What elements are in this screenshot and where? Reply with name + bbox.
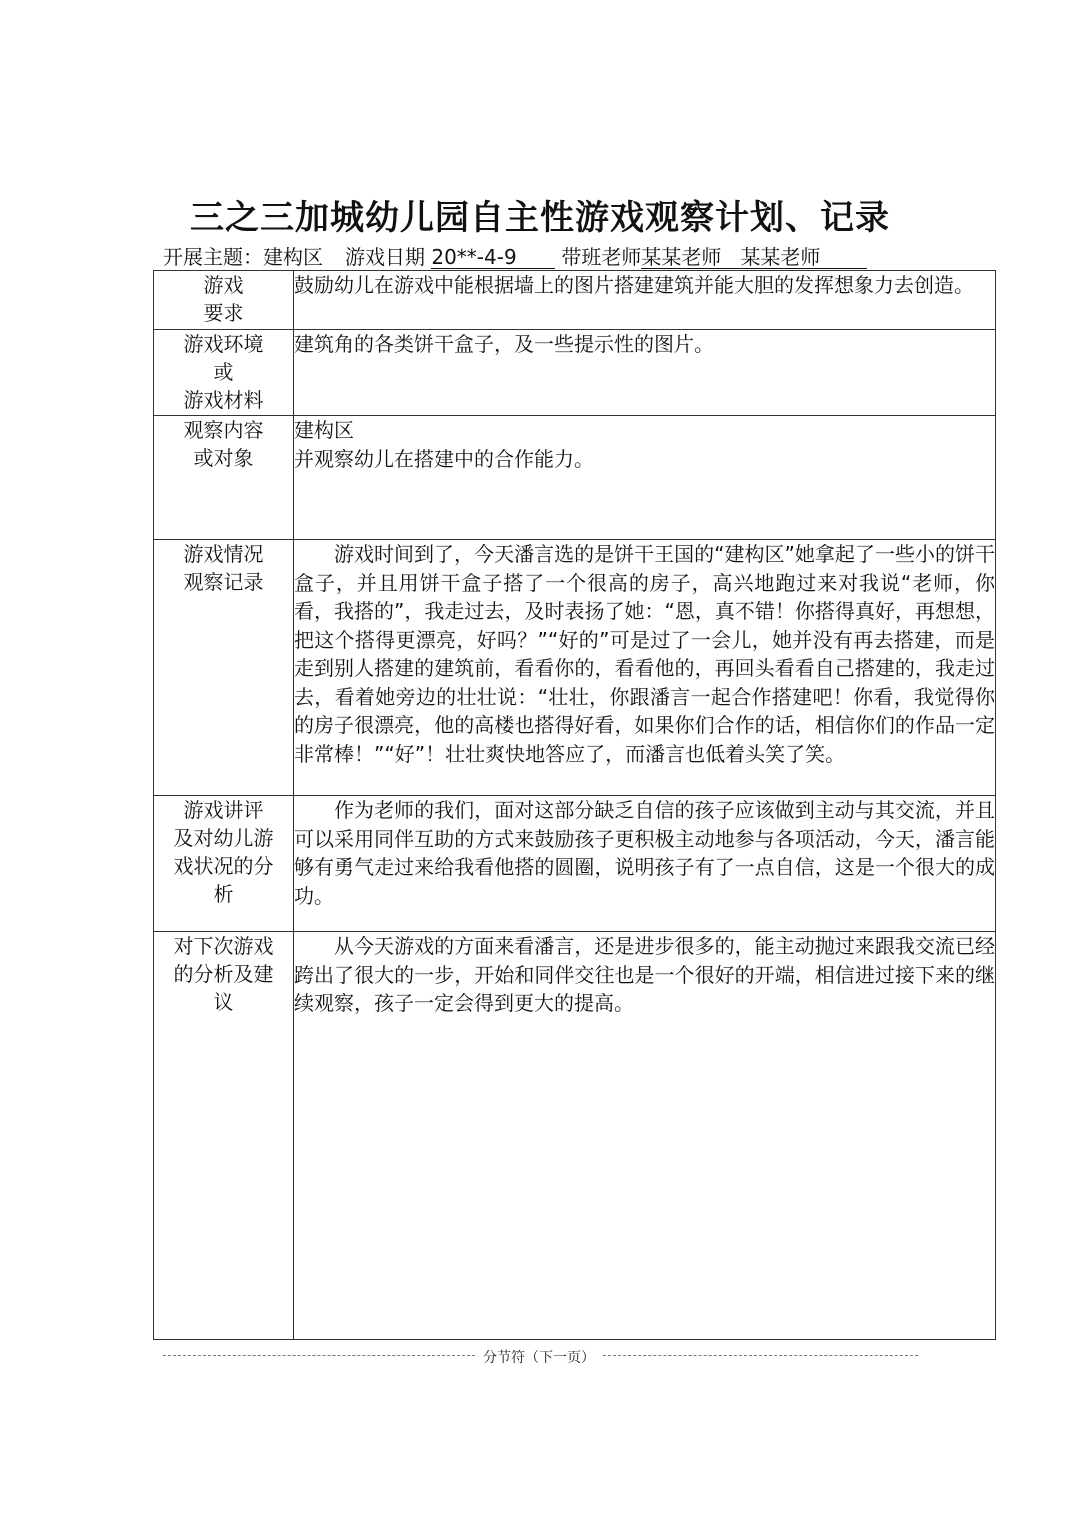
row-content: 建筑角的各类饼干盒子，及一些提示性的图片。 <box>294 330 996 416</box>
meta-line <box>163 244 923 270</box>
teacher-label: 带班老师 <box>561 245 642 269</box>
observation-table <box>153 270 996 1340</box>
row-label: 游戏环境 或 游戏材料 <box>154 330 294 416</box>
table-row <box>154 932 996 1340</box>
table-row <box>154 796 996 932</box>
row-content: 作为老师的我们，面对这部分缺乏自信的孩子应该做到主动与其交流，并且可以采用同伴互助的方式来鼓励孩子更积极主动地参与各项活动，今天，潘言能够有勇气走过来给我看他搭的圆圈，说明孩子有了一点自信，这是一个很大的成功。 <box>294 796 996 932</box>
row-content: 鼓励幼儿在游戏中能根据墙上的图片搭建建筑并能大胆的发挥想象力去创造。 <box>294 271 996 330</box>
table-row <box>154 416 996 540</box>
row-label: 观察内容 或对象 <box>154 416 294 540</box>
section-break-line-left <box>163 1355 475 1356</box>
table-row <box>154 271 996 330</box>
row-label: 对下次游戏 的分析及建 议 <box>154 932 294 1340</box>
observe-content: 并观察幼儿在搭建中的合作能力。 <box>294 446 594 471</box>
row-content: 游戏时间到了，今天潘言选的是饼干王国的“建构区”她拿起了一些小的饼干盒子，并且用饼干盒子搭了一个很高的房子，高兴地跑过来对我说“老师，你看，我搭的”，我走过去，及时表扬了她：“恩，真不错！你搭得真好，再想想，把这个搭得更漂亮，好吗？”“好的”可是过了一会儿，她并没有再去搭建，而是走到别人搭建的建筑前，看看你的，看看他的，再回头看看自己搭建的，我走过去，看着她旁边的壮壮说：“壮壮，你跟潘言一起合作搭建吧！你看，我觉得你的房子很漂亮，他的高楼也搭得好看，如果你们合作的话，相信你们的作品一定非常棒！”“好”！壮壮爽快地答应了，而潘言也低着头笑了笑。 <box>294 540 996 796</box>
theme-value: 建构区 <box>263 245 323 269</box>
section-break-line-right <box>603 1355 918 1356</box>
document-title: 三之三加城幼儿园自主性游戏观察计划、记录 <box>190 198 890 238</box>
teacher-value-1: 某某老师 <box>641 245 722 269</box>
row-label: 游戏情况 观察记录 <box>154 540 294 796</box>
row-content: 从今天游戏的方面来看潘言，还是进步很多的，能主动抛过来跟我交流已经跨出了很大的一步，开始和同伴交往也是一个很好的开端，相信进过接下来的继续观察，孩子一定会得到更大的提高。 <box>294 932 996 1340</box>
row-content <box>294 416 996 540</box>
teacher-values <box>641 246 867 269</box>
section-break-label: 分节符（下一页） <box>483 1350 595 1366</box>
teacher-value-2: 某某老师 <box>740 245 821 269</box>
table-row <box>154 330 996 416</box>
date-value: 20**-4-9 <box>431 246 555 269</box>
table-row <box>154 540 996 796</box>
theme-label: 开展主题： <box>163 245 263 269</box>
section-break <box>163 1346 918 1366</box>
row-label: 游戏 要求 <box>154 271 294 330</box>
date-label: 游戏日期 <box>345 245 425 269</box>
observe-target: 建构区 <box>294 418 354 442</box>
row-label: 游戏讲评 及对幼儿游 戏状况的分 析 <box>154 796 294 932</box>
